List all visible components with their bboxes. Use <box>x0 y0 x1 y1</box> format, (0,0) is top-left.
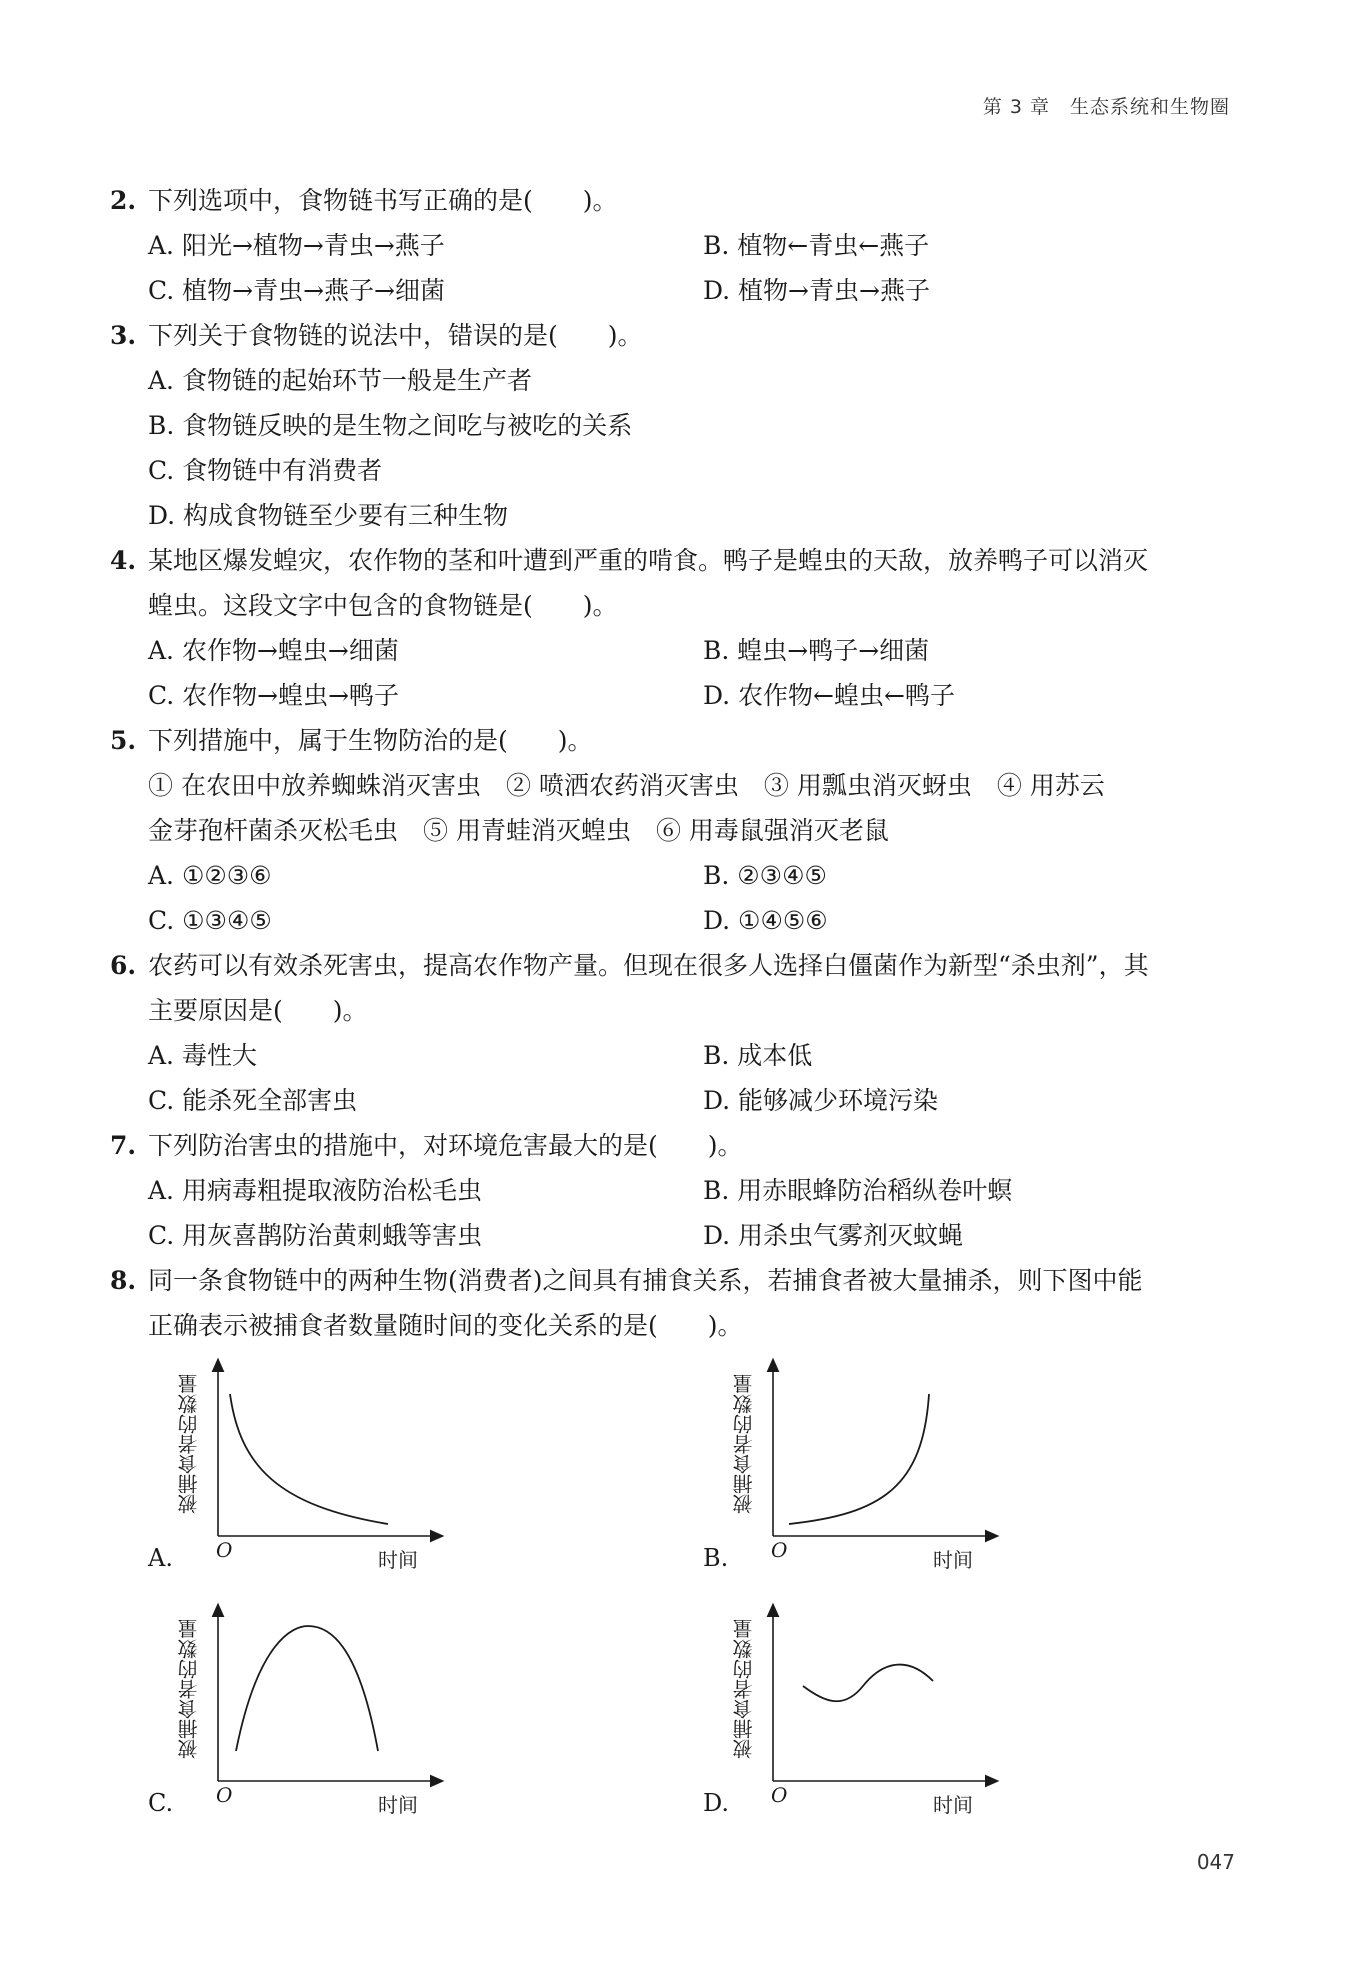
population-curve <box>789 1394 929 1524</box>
statement-list-line-2: 金芽孢杆菌杀灭松毛虫 ⑤ 用青蛙消灭蝗虫 ⑥ 用毒鼠强消灭老鼠 <box>148 816 889 845</box>
x-axis-label: 时间 <box>933 1793 973 1817</box>
option-b: B. 植物←青虫←燕子 <box>703 231 930 260</box>
question-2 <box>110 178 1235 313</box>
option-a: A. 毒性大 <box>148 1041 257 1070</box>
y-axis-label: 被捕食者的数量 <box>177 1374 201 1514</box>
graph-c <box>148 1601 448 1831</box>
option-d: D. 植物→青虫→燕子 <box>703 276 930 305</box>
y-axis-label: 被捕食者的数量 <box>177 1619 201 1759</box>
question-number: 2. <box>110 186 137 215</box>
option-d: D. ①④⑤⑥ <box>703 906 828 935</box>
question-stem: 农药可以有效杀死害虫，提高农作物产量。但现在很多人选择白僵菌作为新型“杀虫剂”，其 <box>148 951 1149 980</box>
graph-b <box>703 1356 1003 1586</box>
graph-option-label: C. <box>148 1789 174 1817</box>
option-a: A. 农作物→蝗虫→细菌 <box>148 636 399 665</box>
question-stem: 下列关于食物链的说法中，错误的是( )。 <box>148 321 643 350</box>
question-number: 6. <box>110 951 137 980</box>
option-a: A. 食物链的起始环节一般是生产者 <box>148 366 532 395</box>
origin-label: O <box>216 1783 233 1807</box>
option-a: A. 阳光→植物→青虫→燕子 <box>148 231 445 260</box>
question-8 <box>110 1258 1235 1348</box>
origin-label: O <box>771 1783 788 1807</box>
graph-a <box>148 1356 448 1586</box>
origin-label: O <box>771 1538 788 1562</box>
question-stem: 同一条食物链中的两种生物(消费者)之间具有捕食关系，若捕食者被大量捕杀，则下图中能 <box>148 1266 1143 1295</box>
option-c: C. 食物链中有消费者 <box>148 456 383 485</box>
option-b: B. 用赤眼蜂防治稻纵卷叶螟 <box>703 1176 1013 1205</box>
question-number: 8. <box>110 1266 137 1295</box>
question-number: 3. <box>110 321 137 350</box>
question-number: 4. <box>110 546 137 575</box>
option-d: D. 能够减少环境污染 <box>703 1086 939 1115</box>
option-b: B. 食物链反映的是生物之间吃与被吃的关系 <box>148 411 633 440</box>
question-3 <box>110 313 1235 538</box>
option-b: B. 蝗虫→鸭子→细菌 <box>703 636 930 665</box>
question-6 <box>110 943 1235 1123</box>
graph-option-label: D. <box>703 1789 730 1817</box>
graph-option-label: A. <box>148 1544 173 1572</box>
question-5 <box>110 718 1235 943</box>
graph-option-label: B. <box>703 1544 729 1572</box>
question-stem: 下列措施中，属于生物防治的是( )。 <box>148 726 593 755</box>
question-stem-continued: 蝗虫。这段文字中包含的食物链是( )。 <box>148 591 618 620</box>
page-number: 047 <box>1196 1850 1235 1874</box>
option-b: B. ②③④⑤ <box>703 861 827 890</box>
origin-label: O <box>216 1538 233 1562</box>
option-c: C. 农作物→蝗虫→鸭子 <box>148 681 400 710</box>
population-curve <box>236 1626 378 1751</box>
population-curve <box>230 1394 388 1524</box>
graph-d <box>703 1601 1003 1831</box>
option-c: C. 能杀死全部害虫 <box>148 1086 358 1115</box>
option-d: D. 构成食物链至少要有三种生物 <box>148 501 509 530</box>
option-a: A. 用病毒粗提取液防治松毛虫 <box>148 1176 482 1205</box>
population-curve <box>803 1665 933 1702</box>
x-axis-label: 时间 <box>378 1793 418 1817</box>
question-number: 5. <box>110 726 137 755</box>
question-stem: 下列防治害虫的措施中，对环境危害最大的是( )。 <box>148 1131 743 1160</box>
question-7 <box>110 1123 1235 1258</box>
option-c: C. ①③④⑤ <box>148 906 272 935</box>
x-axis-label: 时间 <box>378 1548 418 1572</box>
question-stem-continued: 正确表示被捕食者数量随时间的变化关系的是( )。 <box>148 1311 743 1340</box>
x-axis-label: 时间 <box>933 1548 973 1572</box>
y-axis-label: 被捕食者的数量 <box>732 1374 756 1514</box>
question-4 <box>110 538 1235 718</box>
question-stem: 某地区爆发蝗灾，农作物的茎和叶遭到严重的啃食。鸭子是蝗虫的天敌，放养鸭子可以消灭 <box>148 546 1149 575</box>
chapter-header: 第 3 章 生态系统和生物圈 <box>982 96 1230 118</box>
y-axis-label: 被捕食者的数量 <box>732 1619 756 1759</box>
option-a: A. ①②③⑥ <box>148 861 272 890</box>
statement-list-line-1: ① 在农田中放养蜘蛛消灭害虫 ② 喷洒农药消灭害虫 ③ 用瓢虫消灭蚜虫 ④ 用苏云 <box>148 771 1105 800</box>
option-c: C. 植物→青虫→燕子→细菌 <box>148 276 445 305</box>
option-b: B. 成本低 <box>703 1041 813 1070</box>
option-c: C. 用灰喜鹊防治黄刺蛾等害虫 <box>148 1221 483 1250</box>
option-d: D. 农作物←蝗虫←鸭子 <box>703 681 955 710</box>
question-number: 7. <box>110 1131 137 1160</box>
question-list <box>110 178 1235 1841</box>
question-stem-continued: 主要原因是( )。 <box>148 996 368 1025</box>
question-stem: 下列选项中，食物链书写正确的是( )。 <box>148 186 618 215</box>
option-d: D. 用杀虫气雾剂灭蚊蝇 <box>703 1221 964 1250</box>
graph-options <box>110 1356 1235 1841</box>
